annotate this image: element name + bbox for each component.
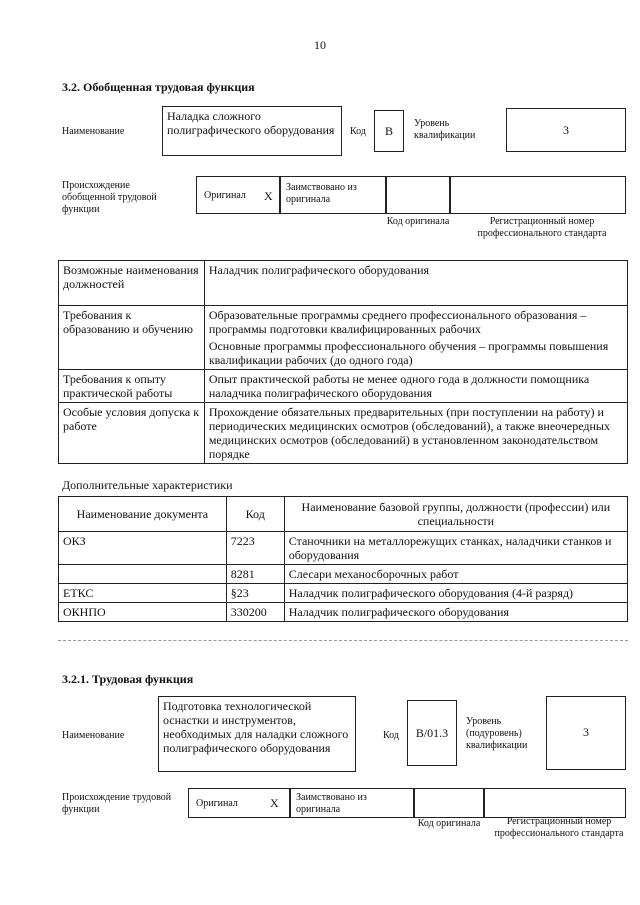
header-cell: Код <box>226 497 284 532</box>
code-cell: 330200 <box>226 603 284 622</box>
level-label: Уровень (подуровень) квалификации <box>466 716 528 751</box>
doc-cell <box>59 565 227 584</box>
level-box <box>506 108 626 152</box>
name-cell: Наладчик полиграфического оборудования <box>284 603 627 622</box>
name-cell: Слесари механосборочных работ <box>284 565 627 584</box>
level-value: 3 <box>563 123 569 137</box>
name-label: Наименование <box>62 730 125 741</box>
doc-cell: ЕТКС <box>59 584 227 603</box>
code-value: B <box>384 124 393 138</box>
code-original-caption: Код оригинала <box>386 216 450 227</box>
level-box <box>546 696 626 770</box>
section-heading: 3.2. Обобщенная трудовая функция <box>62 80 255 94</box>
details-label: Возможные наименования должностей <box>59 261 205 306</box>
code-value: B/01.3 <box>415 726 449 740</box>
details-row-conditions <box>59 403 628 464</box>
reg-number-caption: Регистрационный номер профессионального стандарта <box>477 216 607 239</box>
borrowed-label: Заимствовано из оригинала <box>296 792 367 815</box>
code-original-caption: Код оригинала <box>417 818 481 829</box>
table-row <box>59 603 628 622</box>
divider <box>58 640 628 641</box>
original-label: Оригинал <box>204 190 246 201</box>
code-label: Код <box>383 730 399 741</box>
header-cell: Наименование базовой группы, должности (профессии) или специальности <box>284 497 627 532</box>
origin-label: Происхождение трудовой функции <box>62 792 172 815</box>
reg-number-cell <box>484 788 626 818</box>
code-cell: §23 <box>226 584 284 603</box>
code-box <box>407 700 457 766</box>
additional-header-row <box>59 497 628 532</box>
details-value: Опыт практической работы не менее одного года в должности помощника наладчика полиграфического оборудования <box>204 370 627 403</box>
details-label: Требования к опыту практической работы <box>59 370 205 403</box>
name-cell: Станочники на металлорежущих станках, наладчики станков и оборудования <box>284 532 627 565</box>
code-original-cell <box>386 176 450 214</box>
details-value: Прохождение обязательных предварительных (при поступлении на работу) и периодических медицинских осмотров (обследований), а также внеочередных медицинских осмотров (обследований) в установленном законодательством порядке <box>204 403 627 464</box>
details-row-positions <box>59 261 628 306</box>
code-original-cell <box>414 788 484 818</box>
details-label: Особые условия допуска к работе <box>59 403 205 464</box>
details-value <box>204 306 627 370</box>
level-value: 3 <box>583 725 589 739</box>
doc-cell: ОКЗ <box>59 532 227 565</box>
subsection-heading: 3.2.1. Трудовая функция <box>62 672 194 686</box>
details-value-line: Основные программы профессионального обучения – программы повышения квалификации рабочих (до одного года) <box>208 339 609 367</box>
code-label: Код <box>350 126 366 137</box>
origin-label: Происхождение обобщенной трудовой функции <box>62 180 157 215</box>
additional-heading: Дополнительные характеристики <box>62 478 233 492</box>
code-cell: 8281 <box>226 565 284 584</box>
function-name-box <box>162 106 342 156</box>
function-name: Наладка сложного полиграфического оборудования <box>167 109 335 137</box>
code-box <box>374 110 404 152</box>
function-name: Подготовка технологической оснастки и инструментов, необходимых для наладки сложного полиграфического оборудования <box>163 699 349 755</box>
name-cell: Наладчик полиграфического оборудования (4-й разряд) <box>284 584 627 603</box>
reg-number-cell <box>450 176 626 214</box>
table-row <box>59 565 628 584</box>
name-label: Наименование <box>62 126 125 137</box>
borrowed-label: Заимствовано из оригинала <box>286 182 357 205</box>
page-number: 10 <box>314 38 326 52</box>
details-label: Требования к образованию и обучению <box>59 306 205 370</box>
details-value-line: Образовательные программы среднего профессионального образования – программы подготовки квалифицированных рабочих <box>208 308 587 336</box>
details-value: Наладчик полиграфического оборудования <box>204 261 627 306</box>
details-row-education <box>59 306 628 370</box>
header-cell: Наименование документа <box>59 497 227 532</box>
table-row <box>59 584 628 603</box>
table-row <box>59 532 628 565</box>
code-cell: 7223 <box>226 532 284 565</box>
original-mark: X <box>264 189 273 203</box>
original-mark: X <box>270 796 279 810</box>
additional-table <box>58 496 628 622</box>
level-label: Уровень квалификации <box>414 118 476 141</box>
details-table <box>58 260 628 464</box>
function-name-box <box>158 696 356 772</box>
original-label: Оригинал <box>196 798 238 809</box>
doc-cell: ОКНПО <box>59 603 227 622</box>
reg-number-caption: Регистрационный номер профессионального стандарта <box>494 816 624 839</box>
details-row-experience <box>59 370 628 403</box>
